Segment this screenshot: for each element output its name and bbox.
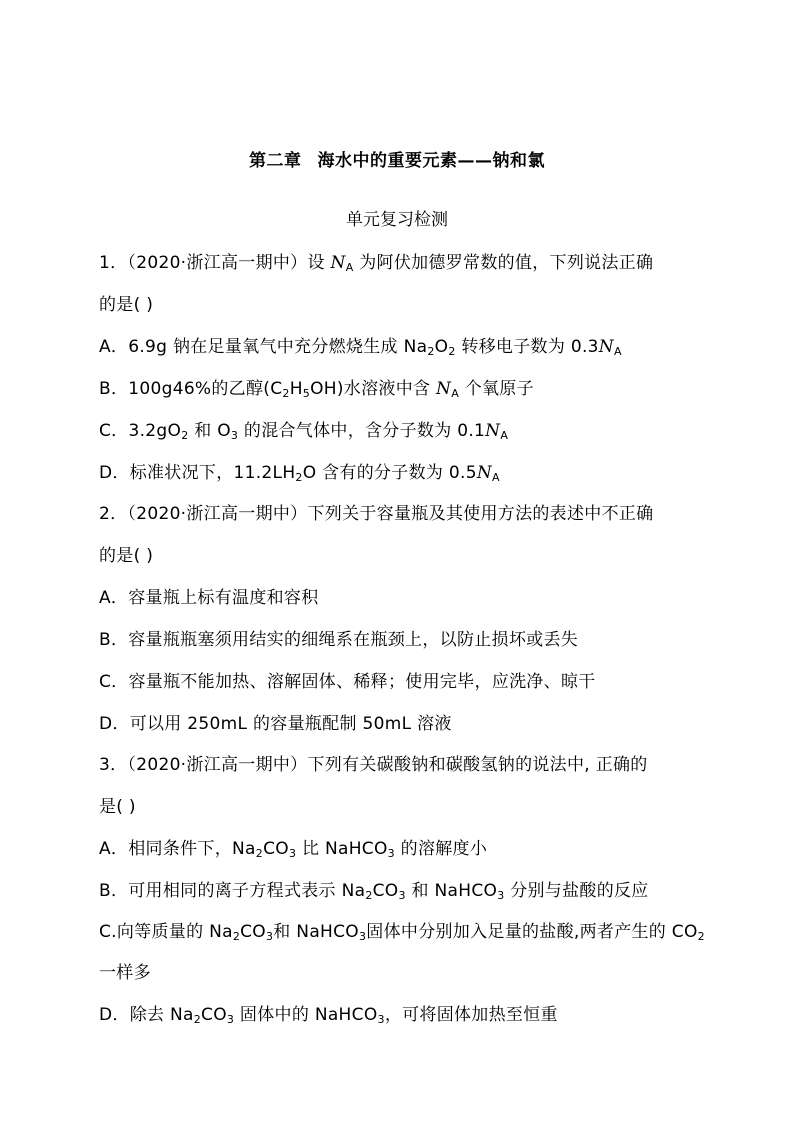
q1-option-b: B．100g46%的乙醇$(C_2H_5OH)$水溶液中含 $N_A$ 个氧原子 — [99, 379, 534, 400]
q3-option-d: D．除去 $Na_2CO_3$ 固体中的 NaHCO$_3$，可将固体加热至恒重 — [99, 1005, 558, 1026]
q1-stem: 1．（2020·浙江高一期中）设 $N_A$ 为阿伏加德罗常数的值，下列说法正确 — [99, 253, 654, 274]
q1-option-a: A．6.9g 钠在足量氧气中充分燃烧生成 $Na_2O_2$ 转移电子数为 $0.3N_A$ — [99, 337, 622, 358]
q3-stem-line2: 是( ) — [99, 797, 136, 817]
q2-stem: 2．（2020·浙江高一期中）下列关于容量瓶及其使用方法的表述中不正确 — [99, 504, 654, 524]
q3-option-b: B．可用相同的离子方程式表示 $Na_2CO_3$ 和 NaHCO$_3$ 分别与盐酸的反应 — [99, 881, 649, 902]
q3-stem: 3．（2020·浙江高一期中）下列有关碳酸钠和碳酸氢钠的说法中, 正确的 — [99, 755, 648, 775]
chapter-title — [0, 146, 794, 171]
q3-option-c: C.向等质量的 $Na_2CO_3$和 NaHCO$_3$固体中分别加入足量的盐酸,两者产生的 $CO_2$ — [99, 922, 705, 943]
chapter-number: 第二章 — [249, 151, 302, 171]
q2-stem-line2: 的是( ) — [99, 546, 154, 566]
q2-option-c: C．容量瓶不能加热、溶解固体、稀释；使用完毕，应洗净、晾干 — [99, 672, 596, 692]
q2-option-b: B．容量瓶瓶塞须用结实的细绳系在瓶颈上，以防止损坏或丢失 — [99, 630, 579, 650]
chapter-name: 海水中的重要元素——钠和氯 — [317, 151, 545, 171]
q1-option-c: C．$3.2gO_2$ 和 $O_3$ 的混合气体中，含分子数为 $0.1N_A$ — [99, 421, 509, 442]
q3-option-c-line2: 一样多 — [99, 963, 151, 983]
q1-stem-line2: 的是( ) — [99, 295, 154, 315]
q2-option-d: D．可以用 250mL 的容量瓶配制 50mL 溶液 — [99, 714, 452, 734]
q2-option-a: A．容量瓶上标有温度和容积 — [99, 588, 319, 608]
section-subtitle: 单元复习检测 — [346, 210, 448, 230]
q3-option-a: A．相同条件下，$Na_2CO_3$ 比 NaHCO$_3$ 的溶解度小 — [99, 839, 488, 860]
q1-option-d: D．标准状况下，$11.2LH_2O$ 含有的分子数为 $0.5N_A$ — [99, 463, 500, 484]
